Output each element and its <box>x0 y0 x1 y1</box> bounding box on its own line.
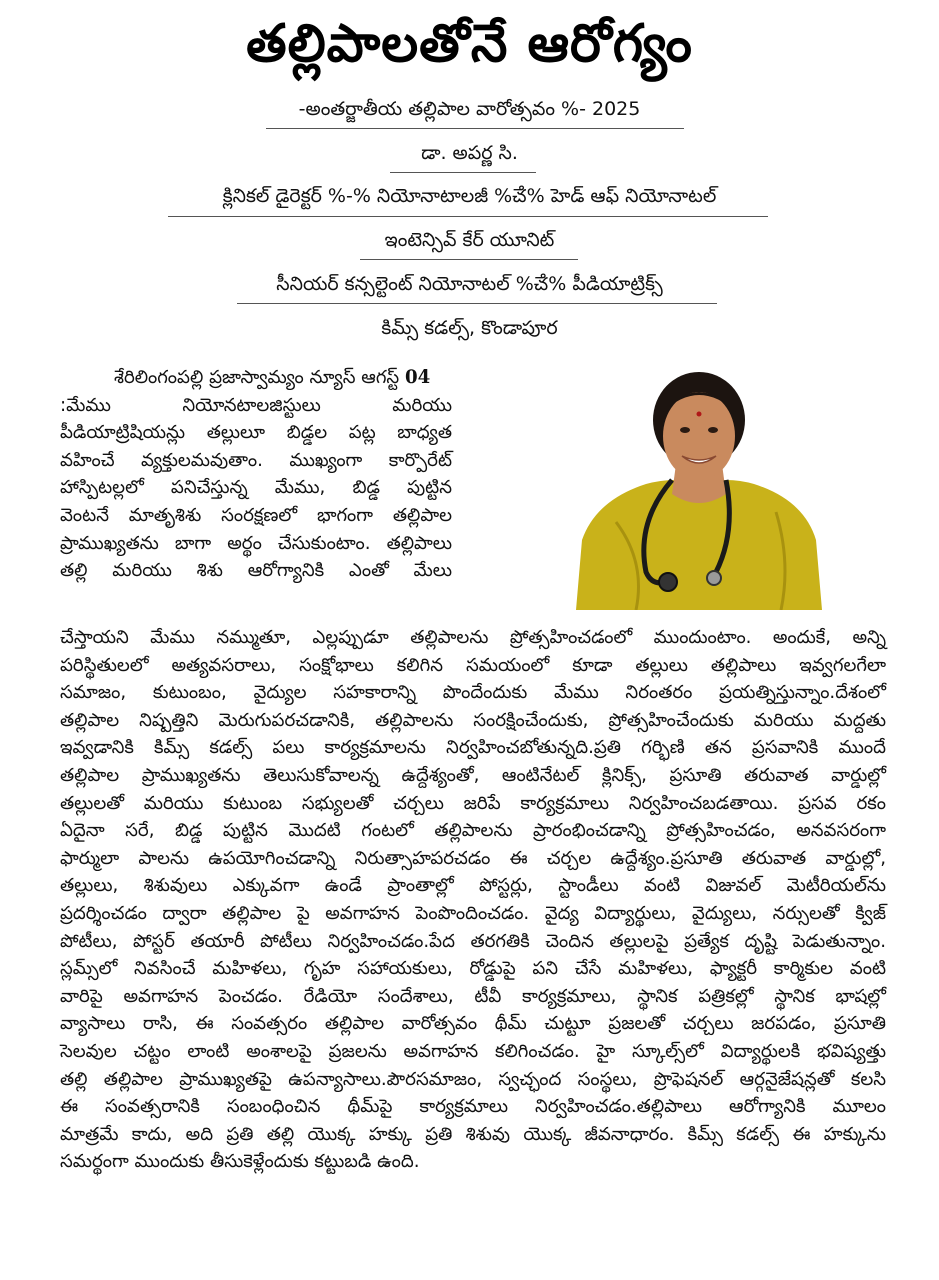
subhead-designation-3: సీనియర్ కన్సల్టెంట్ నియోనాటల్ %ౘ% పీడియాట్రిక్స్ <box>276 273 663 295</box>
article-line: ఏదైనా సరే, బిడ్డ పుట్టిన మొదటి గంటలో తల్లిపాలను ప్రారంభించడాన్ని ప్రోత్సహించడం, అనవసరంగా <box>60 820 886 842</box>
divider <box>237 303 717 304</box>
article-line: స్లమ్స్‌లో నివసించే మహిళలు, గృహ సహాయకులు, రోడ్డుపై పని చేసే మహిళలు, ఫ్యాక్టరీ కార్మికుల వంటి <box>60 958 886 980</box>
article-line: ఈ సంవత్సరానికి సంబంధించిన థీమ్‌పై కార్యక్రమాలు నిర్వహించడం.తల్లిపాలు ఆరోగ్యానికి మూలం <box>60 1096 886 1118</box>
article-line: తల్లిపాల ప్రాముఖ్యతను తెలుసుకోవాలన్న ఉద్దేశ్యంతో, ఆంటినేటల్ క్లినిక్స్, ప్రసూతి తరువాత వార్డుల్లో <box>60 764 886 786</box>
article-line: పరిస్థితులలో అత్యవసరాలు, సంక్షోభాలు కలిగిన సమయంలో కూడా తల్లులు తల్లిపాలు ఇవ్వగలగేలా <box>60 654 886 676</box>
divider <box>266 128 684 129</box>
divider <box>360 259 578 260</box>
subhead-designation-2: ఇంటెన్సివ్ కేర్ యూనిట్ <box>384 229 555 251</box>
dateline-date: 04 <box>404 367 431 388</box>
article-line: మాత్రమే కాదు, అది ప్రతి తల్లి యొక్క హక్కు ప్రతి శిశువు యొక్క జీవనాధారం. కిమ్స్ కడల్స్ ఈ హక్కును <box>60 1123 886 1145</box>
article-line: చేస్తాయని మేము నమ్ముతూ, ఎల్లప్పుడూ తల్లిపాలను ప్రోత్సహించడంలో ముందుంటాం. అందుకే, అన్ని <box>60 627 886 648</box>
article-line: తల్లిపాల నిష్పత్తిని మెరుగుపరచడానికి, తల్లిపాలను సంరక్షించేందుకు, ప్రోత్సహించేందుకు మరియు మద్దతు <box>60 709 886 731</box>
article-line: వెంటనే మాతృశిశు సంరక్షణలో భాగంగా తల్లిపాల <box>60 504 452 526</box>
divider <box>168 216 768 217</box>
article-line: సమాజం, కుటుంబం, వైద్యుల సహకారాన్ని పొందేందుకు మేము నిరంతరం ప్రయత్నిస్తున్నాం.దేశంలో <box>60 682 886 704</box>
article-line: హాస్పిటల్లలో పనిచేస్తున్న మేము, బిడ్డ పుట్టిన <box>60 477 452 499</box>
article-line: సమర్థంగా ముందుకు తీసుకెళ్లేందుకు కట్టుబడి ఉంది. <box>60 1151 420 1173</box>
article-line: ప్రదర్శించడం ద్వారా తల్లిపాల పై అవగాహన పెంపొందించడం. వైద్య విద్యార్థులు, వైద్యులు, నర్సులతో క్విజ్ <box>60 902 886 924</box>
article-line: సెలవుల చట్టం లాంటి అంశాలపై ప్రజలను అవగాహన కలిగించడం. హై స్కూల్స్‌లో విద్యార్థులకి భవిష్యత్తు <box>60 1040 886 1062</box>
article-line: వహించే వ్యక్తులమవుతాం. ముఖ్యంగా కార్పొరేట్ <box>60 449 452 471</box>
article-line: తల్లి మరియు శిశు ఆరోగ్యానికి ఎంతో మేలు <box>60 560 452 582</box>
article-body <box>60 624 886 1176</box>
dateline <box>60 364 452 392</box>
divider <box>390 172 536 173</box>
article-line: తల్లులు, శిశువులు ఎక్కువగా ఉండే ప్రాంతాల్లో పోస్టర్లు, స్టాండీలు వంటి విజువల్ మెటీరియల్‌ను <box>60 875 886 897</box>
subhead-hospital: కిమ్స్ కడల్స్, కొండాపూర <box>381 317 558 339</box>
headline: తల్లిపాలతోనే ఆరోగ్యం <box>246 14 693 74</box>
article-line: ఇవ్వడానికి కిమ్స్ కడల్స్ పలు కార్యక్రమాలను నిర్వహించబోతున్నది.ప్రతి గర్భిణి తన ప్రసవానికి ముందే <box>60 737 886 759</box>
article-line: :మేము నియోనటాలజిస్టులు మరియు <box>60 394 452 416</box>
article-line: వ్యాసాలు రాసి, ఈ సంవత్సరం తల్లిపాల వారోత్సవం థీమ్ చుట్టూ ప్రజలతో చర్చలు జరపడం, ప్రసూతి <box>60 1013 886 1035</box>
article-line: వారిపై అవగాహన పెంచడం. రేడియో సందేశాలు, టీవీ కార్యక్రమాలు, స్థానిక పత్రికల్లో స్థానిక భాషల్లో <box>60 985 886 1007</box>
dateline-text: శేరిలింగంపల్లి ప్రజాస్వామ్యం న్యూస్ ఆగస్ట్ <box>114 367 405 388</box>
article-intro-column <box>60 364 452 585</box>
article-line: ప్రాముఖ్యతను బాగా అర్థం చేసుకుంటాం. తల్లిపాలు <box>60 532 452 554</box>
article-line: పీడియాట్రిషియన్లు తల్లులూ బిడ్డల పట్ల బాధ్యత <box>60 422 452 444</box>
subhead-event: -అంతర్జాతీయ తల్లిపాల వారోత్సవం %- 2025 <box>298 98 641 120</box>
article-line: తల్లి తల్లిపాల ప్రాముఖ్యతపై ఉపన్యాసాలు.పౌరసమాజం, స్వచ్ఛంద సంస్థలు, ప్రొఫెషనల్ ఆర్గనైజేషన్లతో కలసి <box>60 1068 886 1090</box>
subhead-doctor-name: డా. అపర్ణ సి. <box>421 142 518 164</box>
article-line: తల్లులతో మరియు కుటుంబ సభ్యులతో చర్చలు జరిపే కార్యక్రమాలు నిర్వహించబడతాయి. ప్రసవ రకం <box>60 792 886 814</box>
article-line: ఫార్ములా పాలను ఉపయోగించడాన్ని నిరుత్సాహపరచడం ఈ చర్చల ఉద్దేశ్యం.ప్రసూతి తరువాత వార్డుల్లో, <box>60 847 886 869</box>
article-line: పోటీలు, పోస్టర్ తయారీ పోటీలు నిర్వహించడం.పేద తరగతికి చెందిన తల్లులపై ప్రత్యేక దృష్టి పెడుతున్నాం. <box>60 930 886 952</box>
subhead-designation-1: క్లినికల్ డైరెక్టర్ %-% నియోనాటాలజీ %ౘ% హెడ్ ఆఫ్ నియోనాటల్ <box>222 185 717 207</box>
doctor-portrait-image <box>576 372 822 610</box>
